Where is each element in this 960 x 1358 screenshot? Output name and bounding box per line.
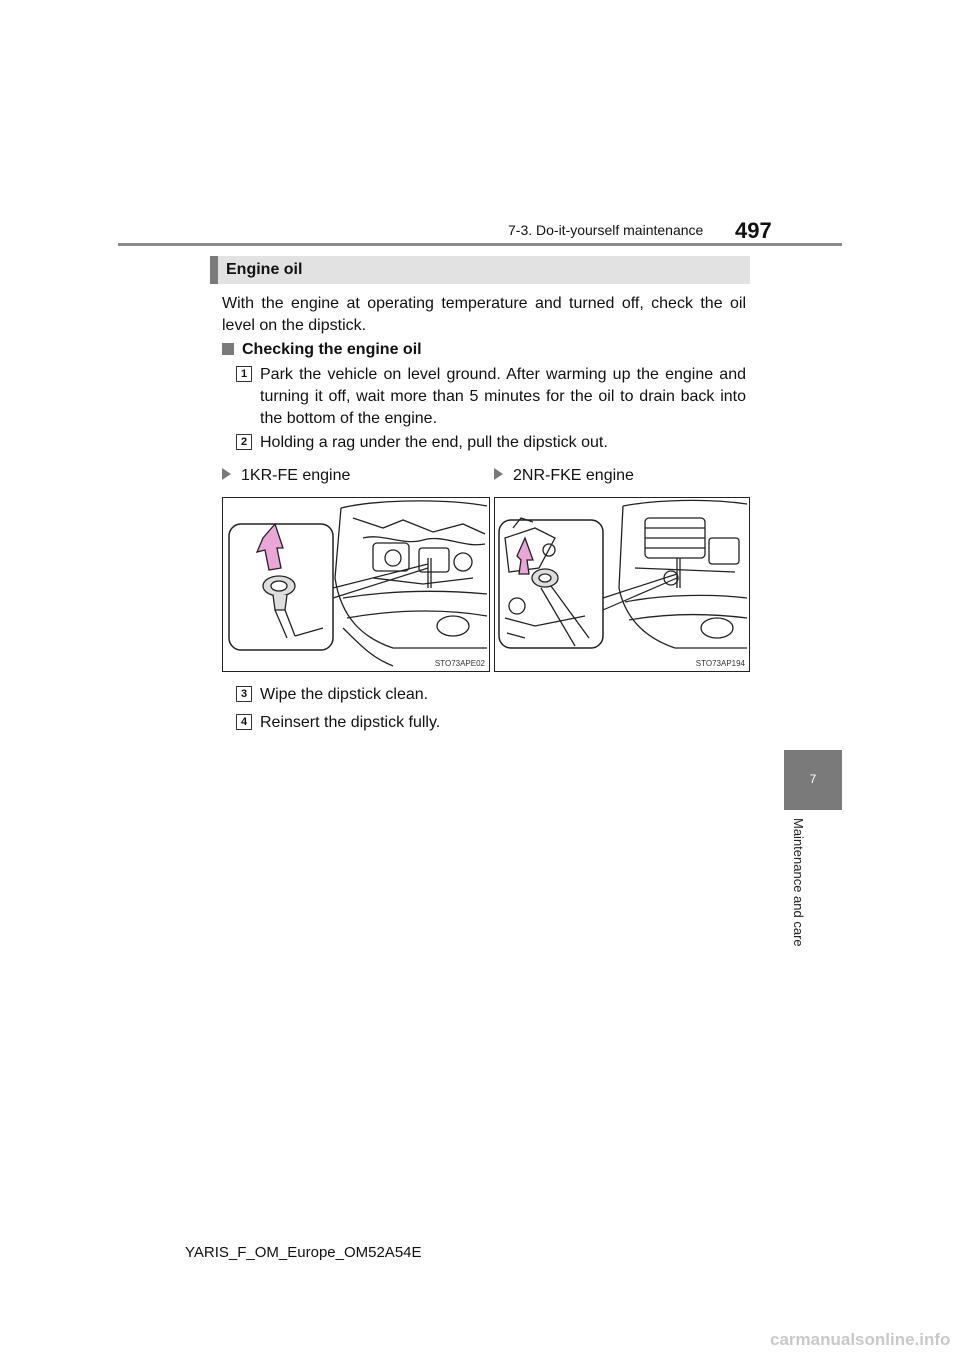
figure-code: STO73AP194: [695, 659, 745, 668]
watermark: carmanualsonline.info: [770, 1330, 951, 1349]
subheading-text: Checking the engine oil: [242, 341, 422, 358]
engine-illustration-1kr: [223, 498, 489, 671]
step-number-box: 4: [236, 714, 252, 730]
step-text: Park the vehicle on level ground. After warming up the engine and turning it off, wait more than 5 minutes for the oil to drain back into the bottom of the engine.: [260, 366, 746, 427]
intro-paragraph: With the engine at operating temperature and turned off, check the oil level on the dipstick.: [222, 295, 746, 334]
subheading: [222, 339, 422, 361]
figure-code: STO73APE02: [434, 659, 485, 668]
triangle-bullet-icon: [494, 468, 503, 480]
engine-figure-2nr: [494, 497, 750, 672]
step-text: Holding a rag under the end, pull the dipstick out.: [260, 434, 608, 451]
square-bullet-icon: [222, 343, 234, 355]
chapter-number: 7: [809, 772, 817, 786]
triangle-bullet-icon: [222, 468, 231, 480]
chapter-tab: [784, 750, 842, 810]
box-title: Engine oil: [210, 256, 750, 284]
section-header: 7-3. Do-it-yourself maintenance: [508, 222, 704, 238]
step-number-box: 1: [236, 366, 252, 382]
figure-label: [222, 465, 350, 487]
step-number-box: 2: [236, 434, 252, 450]
engine-figure-1kr: [222, 497, 490, 672]
step-text: Reinsert the dipstick fully.: [260, 714, 441, 731]
header-rule: [118, 243, 842, 246]
step-text: Wipe the dipstick clean.: [260, 686, 429, 703]
figure-label-text: 2NR-FKE engine: [513, 467, 634, 484]
figure-label: [494, 465, 634, 487]
page-number: 497: [735, 218, 772, 243]
document-footer: YARIS_F_OM_Europe_OM52A54E: [185, 1244, 422, 1261]
figure-label-text: 1KR-FE engine: [241, 467, 351, 484]
engine-illustration-2nr: [495, 498, 749, 671]
chapter-title: Maintenance and care: [791, 818, 806, 947]
step-number-box: 3: [236, 686, 252, 702]
